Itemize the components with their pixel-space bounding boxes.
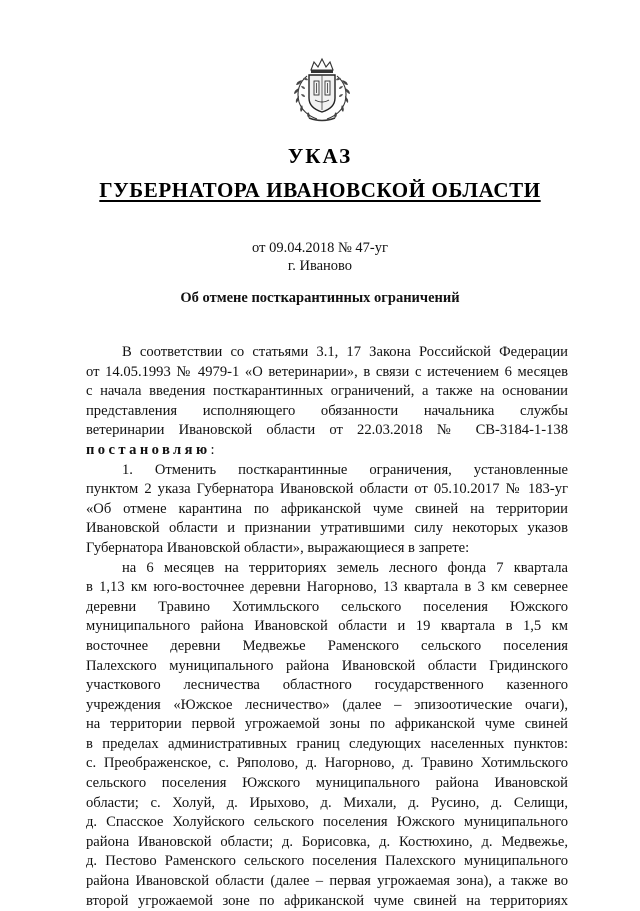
decree-city: г. Иваново (287, 258, 353, 274)
body-line: В соответствии со статьями 3.1, 17 Закона Российской Федерации (122, 344, 568, 360)
body-line: района Ивановской области; д. Борисовка, д. Костюхино, д. Медвежье, (86, 833, 568, 850)
coat-of-arms-icon (287, 56, 357, 126)
body-line: ветеринарии Ивановской области от 22.03.2018 № СВ-3184-1-138 (86, 422, 568, 439)
decree-keyword: постановляю (86, 441, 211, 458)
document-title: УКАЗ (287, 144, 353, 168)
issuer-heading (0, 178, 640, 203)
body-line: на 6 месяцев на территориях земель лесного фонда 7 квартала (122, 559, 568, 576)
body-line: «Об отмене карантина по африканской чуме свиней на территории (86, 500, 568, 517)
body-line: в 1,13 км юго-восточнее деревни Нагорново, 13 квартала в 3 км севернее (86, 579, 568, 596)
decree-subject: Об отмене посткарантинных ограничений (180, 290, 460, 306)
body-line: представления исполняющего обязанности начальника службы (86, 402, 568, 419)
body-line: с начала введения посткарантинных ограничений, а также на основании (86, 383, 568, 400)
body-line: с. Преображенское, с. Ряполово, д. Нагорново, д. Травино Хотимльского (86, 755, 568, 772)
body-line: муниципального района Ивановской области и 19 квартала в 1,5 км (86, 618, 568, 635)
body-line: Ивановской области и признании утратившими силу некоторых указов (86, 520, 568, 537)
body-line: деревни Травино Хотимльского сельского поселения Южского (86, 598, 568, 615)
body-line: д. Спасское Холуйского сельского поселения Южского муниципального (86, 814, 568, 831)
body-line: от 14.05.1993 № 4979-1 «О ветеринарии», в связи с истечением 6 месяцев (86, 363, 568, 380)
body-line: района Ивановской области (далее – первая угрожаемая зона), а также во (86, 873, 568, 890)
body-line: пунктом 2 указа Губернатора Ивановской области от 05.10.2017 № 183-уг (86, 481, 568, 498)
body-line: в пределах административных границ следующих населенных пунктов: (86, 735, 568, 752)
body-line: сельского поселения Южского муниципального района Ивановской (86, 775, 568, 792)
body-line: восточнее деревни Медвежье Раменского сельского поселения (86, 637, 568, 654)
decree-body (86, 343, 568, 911)
body-line: Палехского муниципального района Ивановской области Гридинского (86, 657, 568, 674)
issuer-heading-text: ГУБЕРНАТОРА ИВАНОВСКОЙ ОБЛАСТИ (99, 178, 541, 202)
body-line: д. Пестово Раменского сельского поселения Палехского муниципального (86, 853, 568, 870)
body-line: области; с. Холуй, д. Ирыхово, д. Михали, д. Русино, д. Селищи, (86, 794, 568, 811)
body-line: учреждения «Южское лесничество» (далее – эпизоотические очаги), (86, 696, 568, 713)
decree-keyword-line (86, 441, 568, 461)
body-line: участкового лесничества областного государственного казенного (86, 677, 568, 694)
body-line: 1. Отменить посткарантинные ограничения, установленные (122, 461, 568, 478)
body-line: второй угрожаемой зоне по африканской чуме свиней на территориях (86, 892, 568, 909)
decree-date-number: от 09.04.2018 № 47-уг (252, 240, 388, 256)
body-line: на территории первой угрожаемой зоны по африканской чуме свиней (86, 716, 568, 733)
decree-keyword-colon: : (210, 441, 215, 458)
body-line: Губернатора Ивановской области», выражающиеся в запрете: (86, 539, 470, 556)
